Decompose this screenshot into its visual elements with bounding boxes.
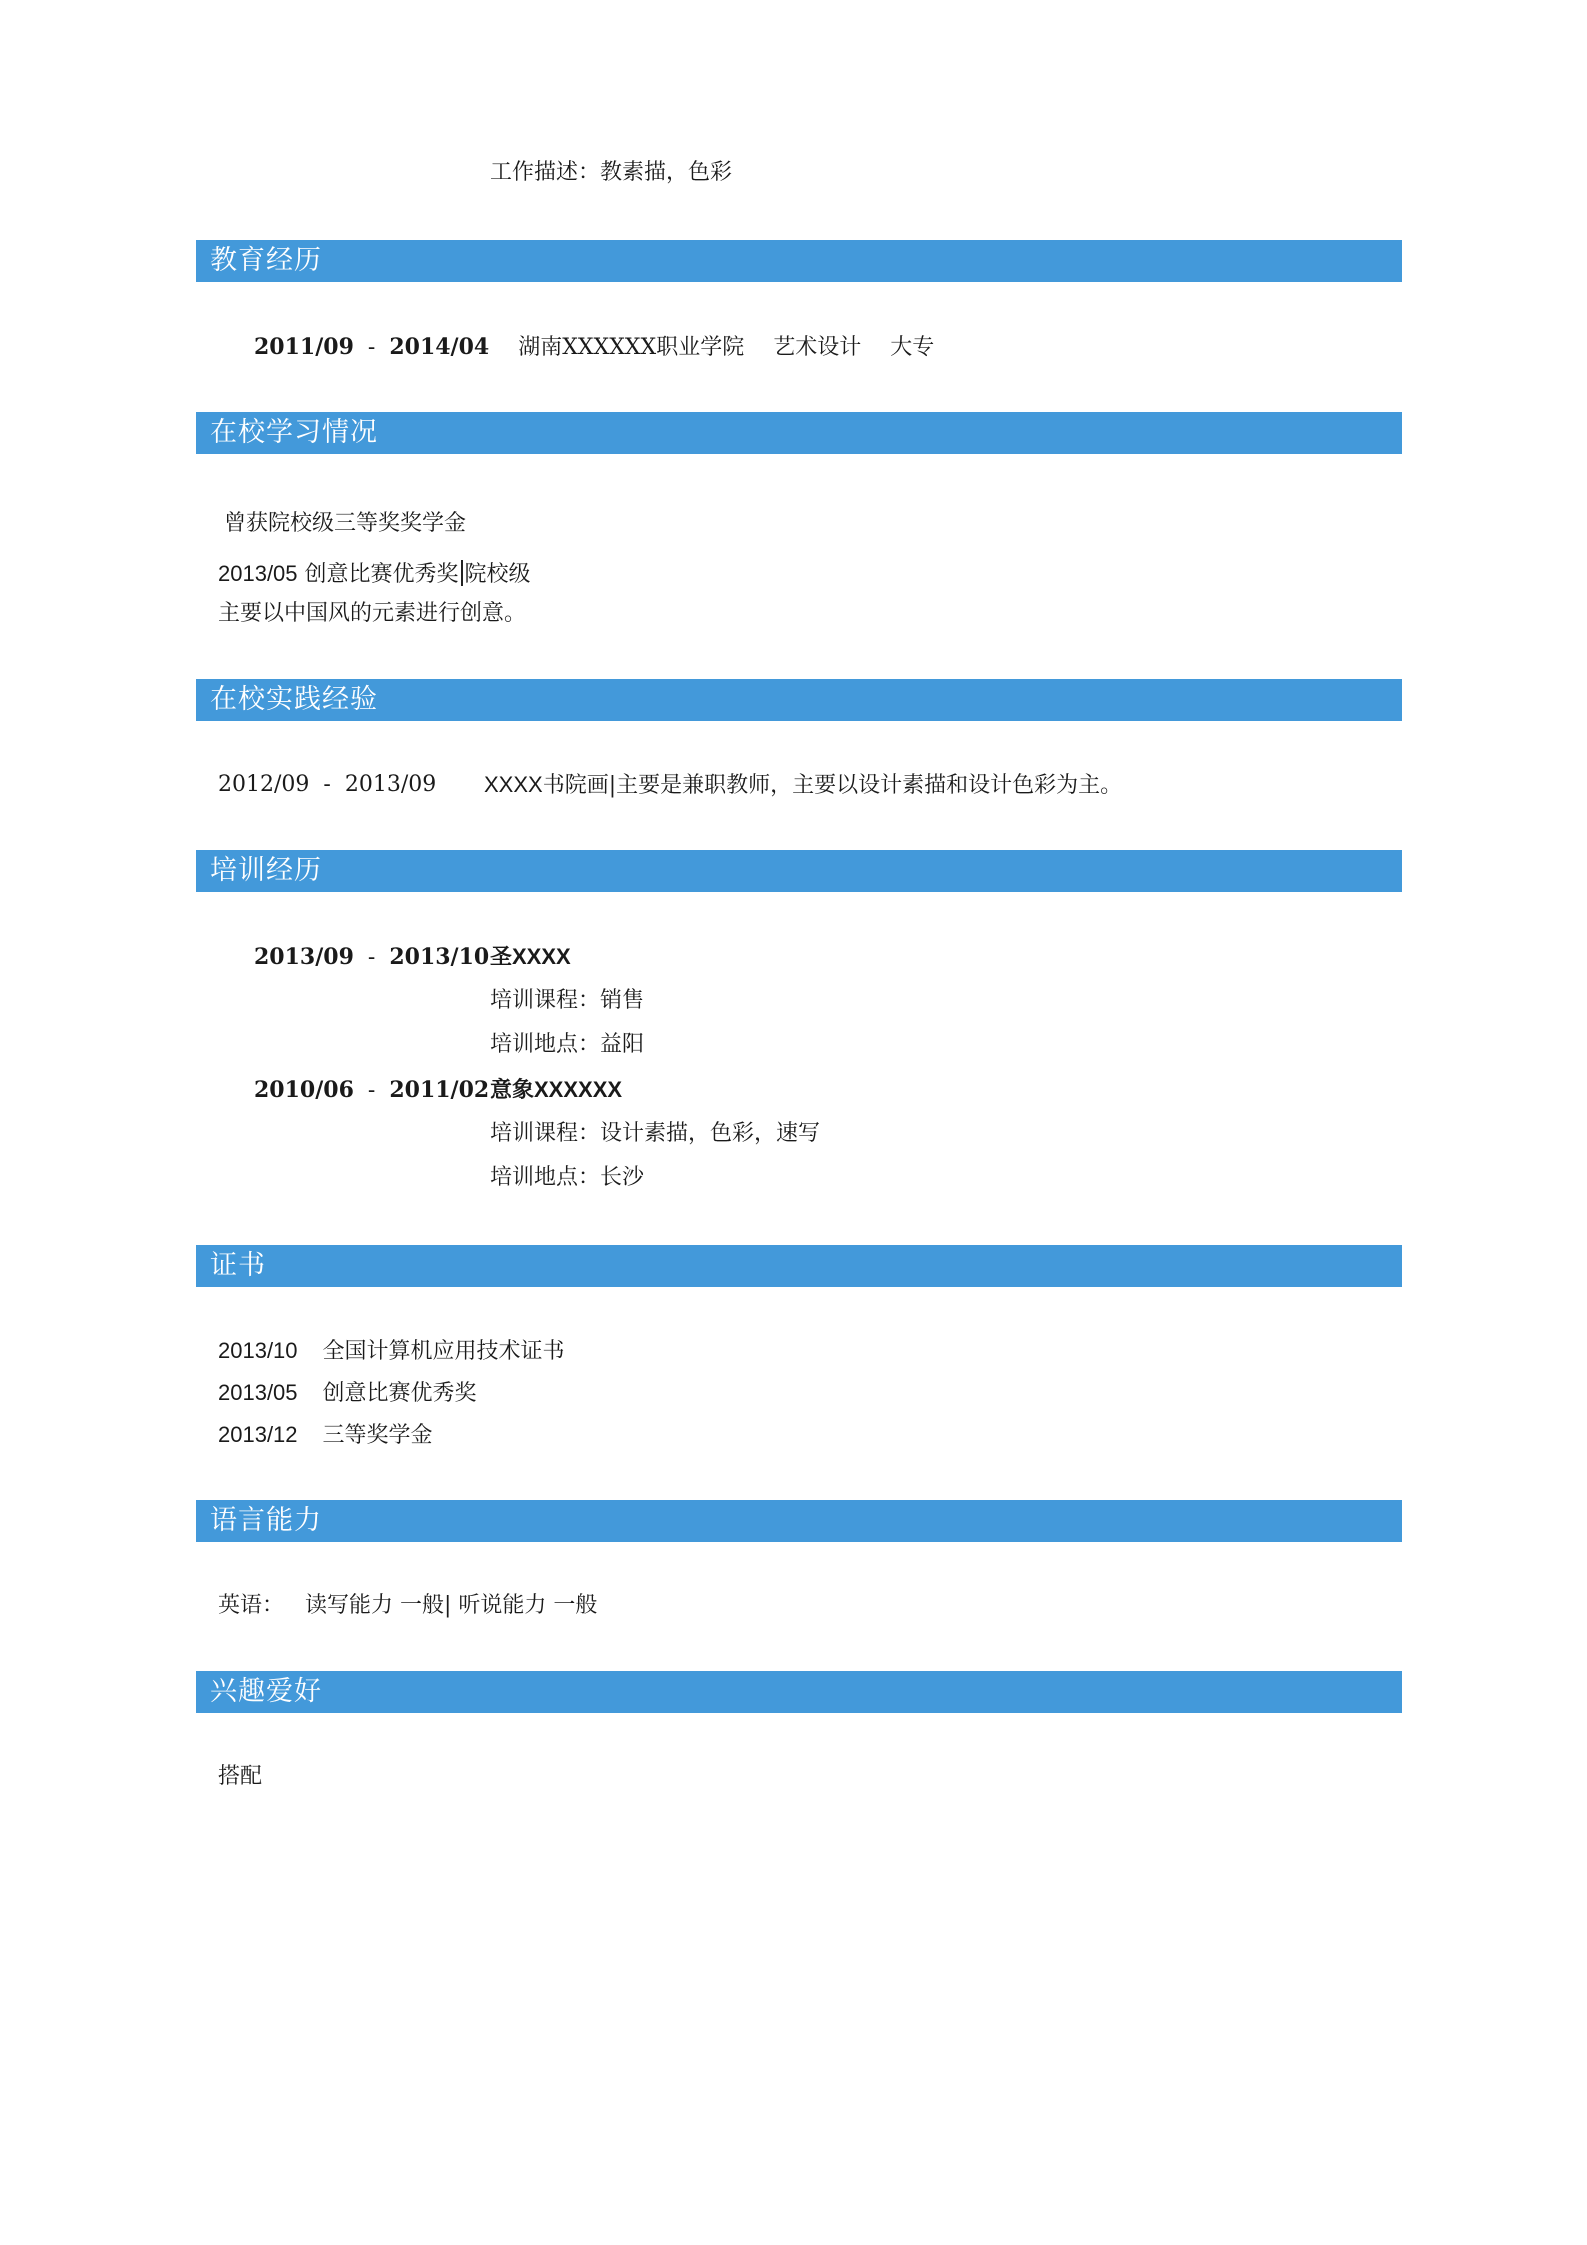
certificate-name: 三等奖学金	[322, 1423, 433, 1448]
study-award-date: 2013/05	[218, 561, 298, 586]
section-header-hobbies: 兴趣爱好	[196, 1671, 1402, 1713]
work-description: 工作描述：教素描，色彩	[490, 160, 733, 185]
education-start: 2011/09	[254, 334, 354, 360]
education-major: 艺术设计	[773, 335, 862, 360]
section-header-language: 语言能力	[196, 1500, 1402, 1542]
certificate-item	[218, 1420, 433, 1451]
practice-end: 2013/09	[344, 772, 437, 797]
training-2-location: 培训地点：长沙	[490, 1165, 645, 1190]
study-award-line: 曾获院校级三等奖奖学金	[224, 511, 467, 536]
certificate-name: 创意比赛优秀奖	[322, 1381, 477, 1406]
training-1-org: 圣XXXX	[490, 944, 571, 969]
training-2-sep: -	[367, 1078, 376, 1103]
divider-bar	[461, 560, 463, 586]
training-1-location: 培训地点：益阳	[490, 1032, 645, 1057]
training-2-start: 2010/06	[254, 1077, 354, 1103]
practice-sep: -	[323, 772, 331, 797]
study-award-name: 创意比赛优秀奖	[304, 562, 459, 587]
training-2-org: 意象XXXXXX	[490, 1077, 623, 1102]
practice-desc: 主要是兼职教师，主要以设计素描和设计色彩为主。	[616, 773, 1123, 798]
training-1-sep: -	[367, 945, 376, 970]
practice-org: XXXX书院画	[484, 772, 609, 797]
study-award-desc: 主要以中国风的元素进行创意。	[218, 601, 527, 626]
practice-start: 2012/09	[218, 772, 310, 797]
training-1-start: 2013/09	[254, 944, 354, 970]
language-label: 英语：	[218, 1593, 285, 1618]
training-2-end: 2011/02	[389, 1077, 490, 1103]
training-1-course: 培训课程：销售	[490, 988, 645, 1013]
certificate-item	[218, 1336, 565, 1367]
education-degree: 大专	[890, 335, 935, 360]
education-entry	[254, 332, 934, 363]
study-award-entry	[218, 559, 531, 590]
education-school: 湖南XXXXXX职业学院	[518, 335, 745, 360]
training-2-course: 培训课程：设计素描，色彩，速写	[490, 1121, 821, 1146]
education-end: 2014/04	[389, 334, 490, 360]
certificate-date: 2013/05	[218, 1380, 298, 1405]
certificate-item	[218, 1378, 477, 1409]
practice-dates	[218, 770, 436, 800]
section-header-study: 在校学习情况	[196, 412, 1402, 454]
education-sep: -	[367, 335, 376, 360]
section-header-education: 教育经历	[196, 240, 1402, 282]
language-text: 读写能力 一般| 听说能力 一般	[305, 1593, 598, 1618]
certificate-date: 2013/10	[218, 1338, 298, 1363]
section-header-certificates: 证书	[196, 1245, 1402, 1287]
training-1-end: 2013/10	[389, 944, 490, 970]
training-1-dates	[254, 942, 489, 973]
language-entry	[218, 1591, 597, 1621]
practice-detail: XXXX书院画|主要是兼职教师，主要以设计素描和设计色彩为主。	[484, 772, 1123, 798]
hobbies-text: 搭配	[218, 1764, 263, 1789]
section-header-practice: 在校实践经验	[196, 679, 1402, 721]
certificate-name: 全国计算机应用技术证书	[322, 1339, 565, 1364]
section-header-training: 培训经历	[196, 850, 1402, 892]
study-award-level: 院校级	[464, 562, 531, 587]
certificate-date: 2013/12	[218, 1422, 298, 1447]
training-2-dates	[254, 1075, 489, 1106]
